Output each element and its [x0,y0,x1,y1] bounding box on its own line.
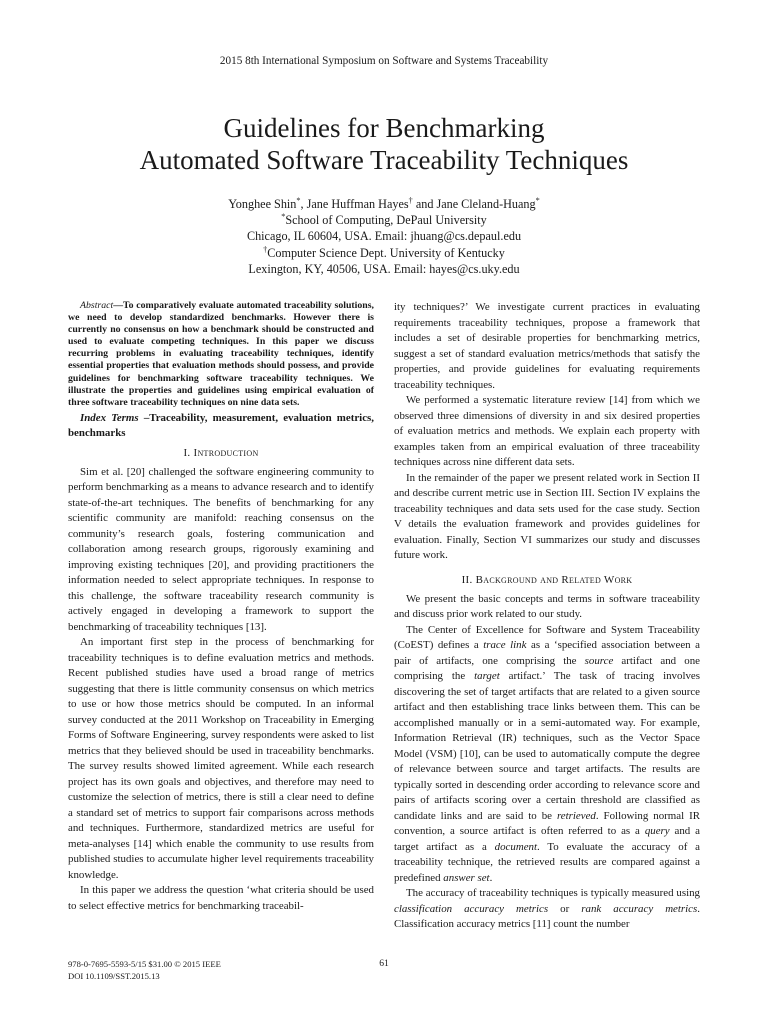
paper-title [0,112,768,176]
intro-paragraph-2: An important first step in the process of benchmarking for traceability techniques is to define evaluation metrics and methods. Recent published studies have used a broad range of metrics suggesting that there is little community consensus on which metrics to use or how those metrics should be computed. In an informal survey conducted at the 2011 Workshop on Traceability in Emerging Forms of Software Engineering, survey respondents were asked to list metrics that they believed should be used in traceability benchmarks. The survey results showed limited agreement. While each research project has its own goals and objectives, and therefore may need to customize the selection of metrics, there is still a clear need to define a standard set of metrics to support fair comparisons across methods and techniques. Furthermore, standardized metrics are useful for meta-analyses [14] which enable the community to use results from published studies to accumulate higher level requirements traceability knowledge. [68,636,374,881]
intro-paragraph-4: We performed a systematic literature review [14] from which we observed three dimensions of diversity in and six desired properties of evaluation metrics and methods. We explain each property with examples taken from an empirical evaluation of three traceability techniques across nine different data sets. [394,394,700,468]
author-block [0,196,768,277]
affiliation-2-address: Lexington, KY, 40506, USA. Email: hayes@cs.uky.edu [248,261,520,276]
abstract: Abstract—To comparatively evaluate automated traceability solutions, we need to develop standardized benchmarks. However there is currently no consensus on how a benchmark should be constructed and used to evaluate competing techniques. In this paper we discuss recurring problems in evaluating traceability techniques, identify essential properties that evaluation methods should possess, and provide guidelines for benchmarking software traceability techniques. We illustrate the properties and guidelines using empirical evaluation of three software traceability techniques on nine data sets. [68,300,374,408]
section-heading-introduction: I. Introduction [183,446,259,459]
affiliation-1: *School of Computing, DePaul University [281,212,487,228]
author-names: Yonghee Shin*, Jane Huffman Hayes† and Jane Cleland-Huang* [228,195,540,211]
affiliation-1-address: Chicago, IL 60604, USA. Email: jhuang@cs.depaul.edu [246,229,522,244]
index-terms: Index Terms –Traceability, measurement, evaluation metrics, benchmarks [68,411,374,439]
intro-paragraph-5: In the remainder of the paper we present related work in Section II and describe current metric use in Section III. Section IV explains the traceability techniques and data sets used for the case study. Section V details the evaluation framework and provides guidelines for evaluation. Finally, Section VI summarizes our study and discusses future work. [394,471,700,561]
background-paragraph-2: The Center of Excellence for Software and System Traceability (CoEST) defines a trace link as a ‘specified association between a pair of artifacts, one comprising the source artifact and one comprising the target artifact.’ The task of tracing involves discovering the set of target artifacts that are related to a given source artifact and then establishing trace links between them. This can be accomplished manually or in a semi-automated way. For example, Information Retrieval (IR) techniques, such as the Vector Space Model (VSM) [10], can be used to automatically compute the degree of relevance between source and target artifacts. The results are typically sorted in descending order according to relevance score and pairs of artifacts scoring over a certain threshold are classified as candidate links and are said to be retrieved. Following normal IR convention, a source artifact is often referred to as a query and a target artifact as a document. To evaluate the accuracy of a traceability technique, the retrieved results are compared against a predefined answer set. [394,623,701,884]
affiliation-2: †Computer Science Dept. University of Kentucky [263,244,505,260]
footer-isbn: 978-0-7695-5593-5/15 $31.00 © 2015 IEEE [68,959,221,969]
background-paragraph-1: We present the basic concepts and terms in software traceability and discuss prior work related to our study. [394,592,700,620]
intro-paragraph-3: In this paper we address the question ‘what criteria should be used to select effective metrics for benchmarking traceabil- [68,884,374,912]
title-line-2: Automated Software Traceability Techniques [139,145,629,175]
intro-paragraph-1: Sim et al. [20] challenged the software engineering community to perform benchmarking as a means to advance research and to identify state-of-the-art techniques. The benefits of benchmarking for any scientific community are manifold: reaching consensus on the community’s research goals, fostering communication and collaboration among research groups, rigorously examining and improving existing techniques [20], and providing practitioners the information needed to select appropriate techniques. In response to this challenge, the software traceability research community is actively engaged in developing a framework to support the benchmarking of traceability techniques [13]. [68,465,374,633]
left-column [68,300,374,914]
title-line-1: Guidelines for Benchmarking [223,113,545,143]
page-number: 61 [379,958,389,969]
right-column [394,300,700,933]
intro-paragraph-3-continued: ity techniques?’ We investigate current practices in evaluating requirements traceability techniques, propose a framework that includes a set of desirable properties for benchmarking metrics, suggest a set of standard evaluation metrics/methods that satisfy the properties, and provide guidelines for evaluating requirements traceability techniques. [394,301,700,391]
section-heading-background: II. Background and Related Work [461,573,633,586]
background-paragraph-3: The accuracy of traceability techniques is typically measured using classification accuracy metrics or rank accuracy metrics. Classification accuracy metrics [11] count the number [394,887,700,930]
footer-doi: DOI 10.1109/SST.2015.13 [68,971,160,981]
conference-header: 2015 8th International Symposium on Software and Systems Traceability [219,55,549,67]
